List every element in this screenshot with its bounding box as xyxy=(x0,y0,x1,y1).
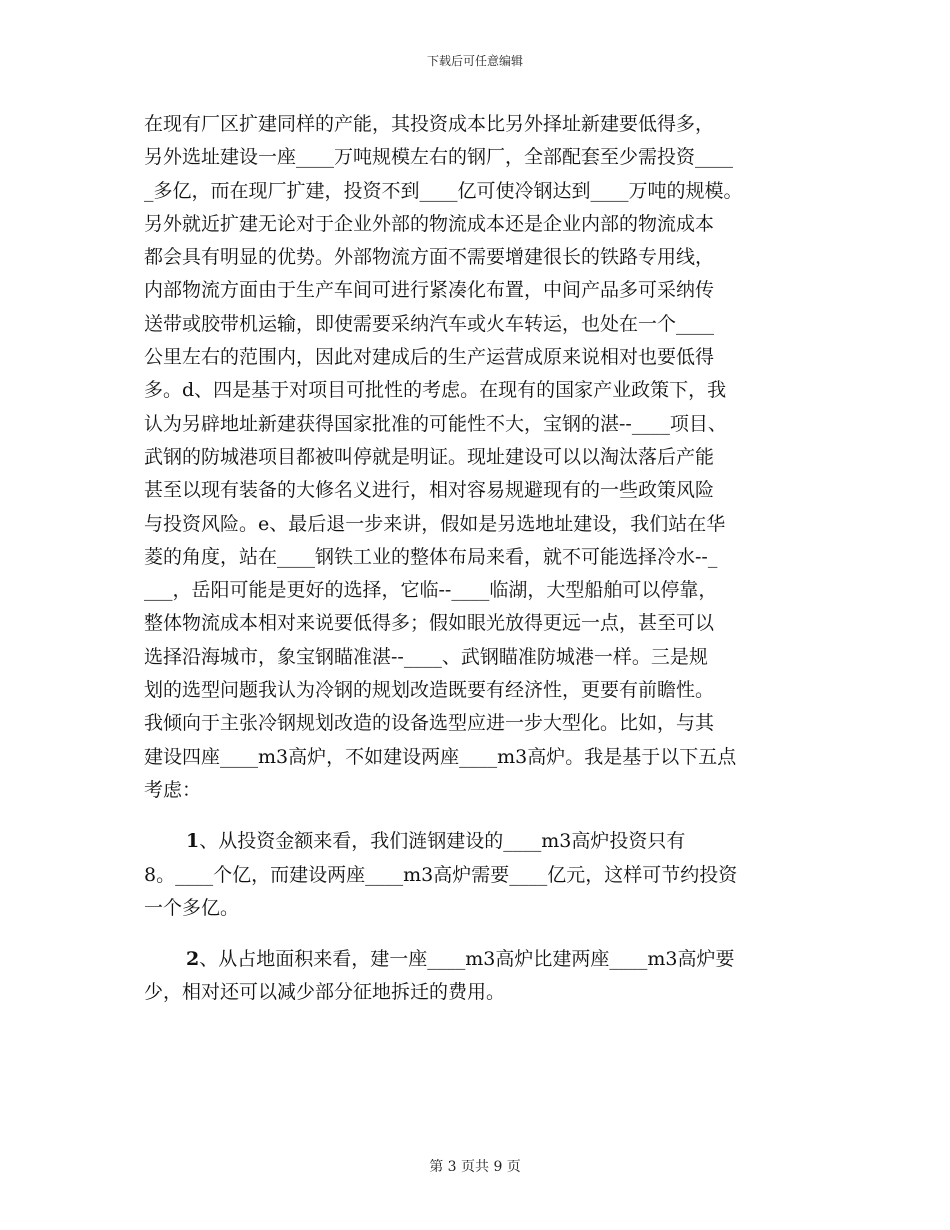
body-line: 菱的角度，站在____钢铁工业的整体布局来看，就不可能选择冷水--_ xyxy=(144,545,718,568)
body-line: 在现有厂区扩建同样的产能，其投资成本比另外择址新建要低得多， xyxy=(144,113,715,135)
list-item-line: 8。____个亿，而建设两座____m3高炉需要____亿元，这样可节约投资 xyxy=(144,863,738,886)
list-item-number: 1 xyxy=(186,830,200,853)
body-line: 另外选址建设一座____万吨规模左右的钢厂，全部配套至少需投资____ xyxy=(144,146,734,169)
list-item-text: 、从投资金额来看，我们涟钢建设的____m3高炉投资只有 xyxy=(199,830,686,853)
body-line: 甚至以现有装备的大修名义进行，相对容易规避现有的一些政策风险 xyxy=(144,479,715,502)
body-line: 整体物流成本相对来说要低得多；假如眼光放得更远一点，甚至可以 xyxy=(144,612,715,635)
body-line: 多。d、四是基于对项目可批性的考虑。在现有的国家产业政策下，我 xyxy=(144,379,727,402)
document-body xyxy=(144,108,834,1010)
body-line: 送带或胶带机运输，即使需要采纳汽车或火车转运，也处在一个____ xyxy=(144,312,715,335)
list-item-2-line xyxy=(144,943,834,976)
body-line: ___，岳阳可能是更好的选择，它临--____临湖，大型船舶可以停靠， xyxy=(144,579,718,602)
list-item-line: 一个多亿。 xyxy=(144,896,240,919)
list-item-line: 少，相对还可以减少部分征地拆迁的费用。 xyxy=(144,981,506,1004)
body-line: 武钢的防城港项目都被叫停就是明证。现址建设可以以淘汰落后产能 xyxy=(144,445,715,468)
paragraph-gap xyxy=(144,925,834,943)
body-line: 都会具有明显的优势。外部物流方面不需要增建很长的铁路专用线， xyxy=(144,246,715,269)
body-line: 划的选型问题我认为冷钢的规划改造既要有经济性，更要有前瞻性。 xyxy=(144,679,715,702)
body-line: 考虑： xyxy=(144,778,202,801)
list-item-1-line xyxy=(144,825,834,858)
page-footer: 第 3 页共 9 页 xyxy=(429,1159,521,1175)
body-line: 我倾向于主张冷钢规划改造的设备选型应进一步大型化。比如，与其 xyxy=(144,712,715,735)
list-item-number: 2 xyxy=(186,948,200,971)
paragraph-gap xyxy=(144,807,834,825)
body-line: 与投资风险。e、最后退一步来讲，假如是另选地址建设，我们站在华 xyxy=(144,512,726,535)
body-line: 认为另辟地址新建获得国家批准的可能性不大，宝钢的湛--____项目、 xyxy=(144,412,727,435)
body-line: 另外就近扩建无论对于企业外部的物流成本还是企业内部的物流成本 xyxy=(144,212,715,235)
body-line: 选择沿海城市，象宝钢瞄准湛--____、武钢瞄准防城港一样。三是规 xyxy=(144,645,708,668)
body-line: 公里左右的范围内，因此对建成后的生产运营成原来说相对也要低得 xyxy=(144,346,715,369)
list-item-text: 、从占地面积来看，建一座____m3高炉比建两座____m3高炉要 xyxy=(199,948,735,971)
body-line: 建设四座____m3高炉，不如建设两座____m3高炉。我是基于以下五点 xyxy=(144,745,737,768)
page-header: 下载后可任意编辑 xyxy=(426,54,523,68)
body-line: 内部物流方面由于生产车间可进行紧凑化布置，中间产品多可采纳传 xyxy=(144,279,715,302)
body-line: _多亿，而在现厂扩建，投资不到____亿可使冷钢达到____万吨的规模。 xyxy=(144,179,743,202)
